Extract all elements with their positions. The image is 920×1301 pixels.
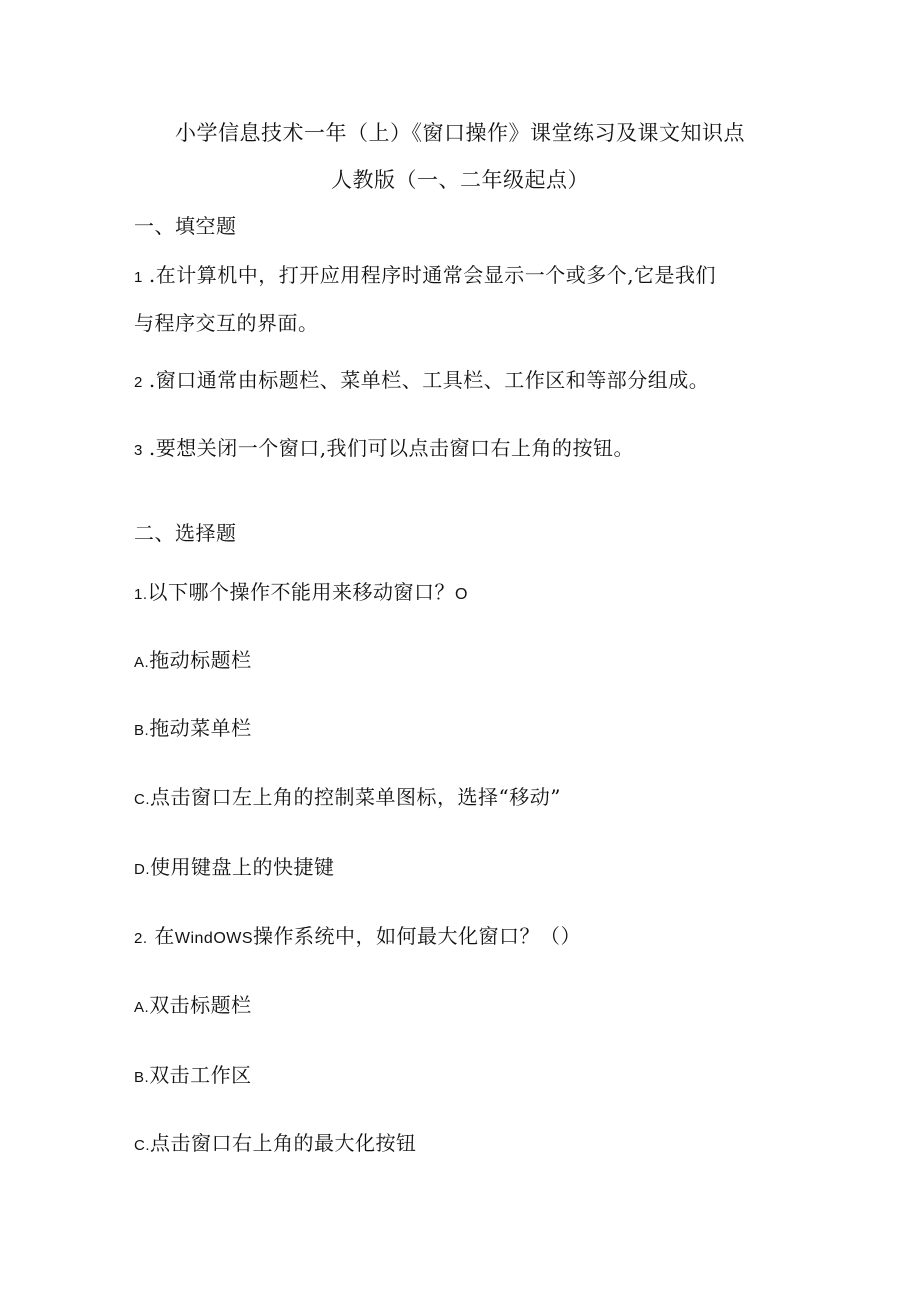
option-text: 拖动标题栏: [149, 648, 252, 672]
question-number: 3: [134, 442, 143, 459]
choice-option-b: [134, 714, 252, 745]
fill-question-2: [134, 366, 709, 397]
question-tail: O: [455, 586, 468, 603]
option-letter: A.: [134, 654, 150, 671]
choice-option-a: [134, 646, 252, 677]
question-number: 2: [134, 374, 143, 391]
fill-question-1: [134, 261, 716, 292]
choice-option-a: [134, 991, 252, 1022]
option-letter: C.: [134, 791, 150, 808]
question-text-pre: 在: [147, 924, 175, 948]
fill-question-1-continued: 与程序交互的界面。: [134, 311, 319, 335]
option-text: 使用键盘上的快捷键: [150, 855, 335, 879]
document-subtitle: 人教版（一、二年级起点）: [331, 168, 589, 192]
question-text-post: 操作系统中，如何最大化窗口？（）: [253, 924, 582, 948]
option-letter: B.: [134, 1069, 150, 1086]
section-heading-choice: 二、选择题: [134, 521, 237, 545]
option-text: 双击工作区: [149, 1063, 252, 1087]
question-number: 1: [134, 269, 143, 286]
section-heading-fill-in: 一、填空题: [134, 214, 237, 238]
question-text: .要想关闭一个窗口,我们可以点击窗口右上角的按钮。: [148, 436, 635, 460]
option-text: 双击标题栏: [149, 993, 252, 1017]
option-letter: D.: [134, 861, 150, 878]
fill-question-3: [134, 434, 634, 465]
question-text: .在计算机中，打开应用程序时通常会显示一个或多个,它是我们: [148, 263, 717, 287]
question-text: 以下哪个操作不能用来移动窗口？: [147, 580, 456, 604]
choice-question-2: [134, 922, 581, 953]
option-letter: B.: [134, 722, 150, 739]
document-title: 小学信息技术一年（上）《窗口操作》课堂练习及课文知识点: [175, 121, 745, 145]
question-number: 1.: [134, 586, 148, 603]
option-letter: C.: [134, 1137, 150, 1154]
question-text-latin: WindOWS: [174, 930, 254, 947]
question-number: 2.: [134, 930, 148, 947]
option-text: 点击窗口右上角的最大化按钮: [150, 1131, 417, 1155]
question-text: .窗口通常由标题栏、菜单栏、工具栏、工作区和等部分组成。: [148, 368, 710, 392]
choice-option-d: [134, 853, 335, 884]
option-text: 点击窗口左上角的控制菜单图标，选择“移动”: [150, 785, 561, 809]
option-text: 拖动菜单栏: [149, 716, 252, 740]
choice-question-1: [134, 578, 468, 609]
choice-option-c: [134, 1129, 417, 1160]
option-letter: A.: [134, 999, 150, 1016]
choice-option-b: [134, 1061, 252, 1092]
choice-option-c: [134, 783, 561, 814]
